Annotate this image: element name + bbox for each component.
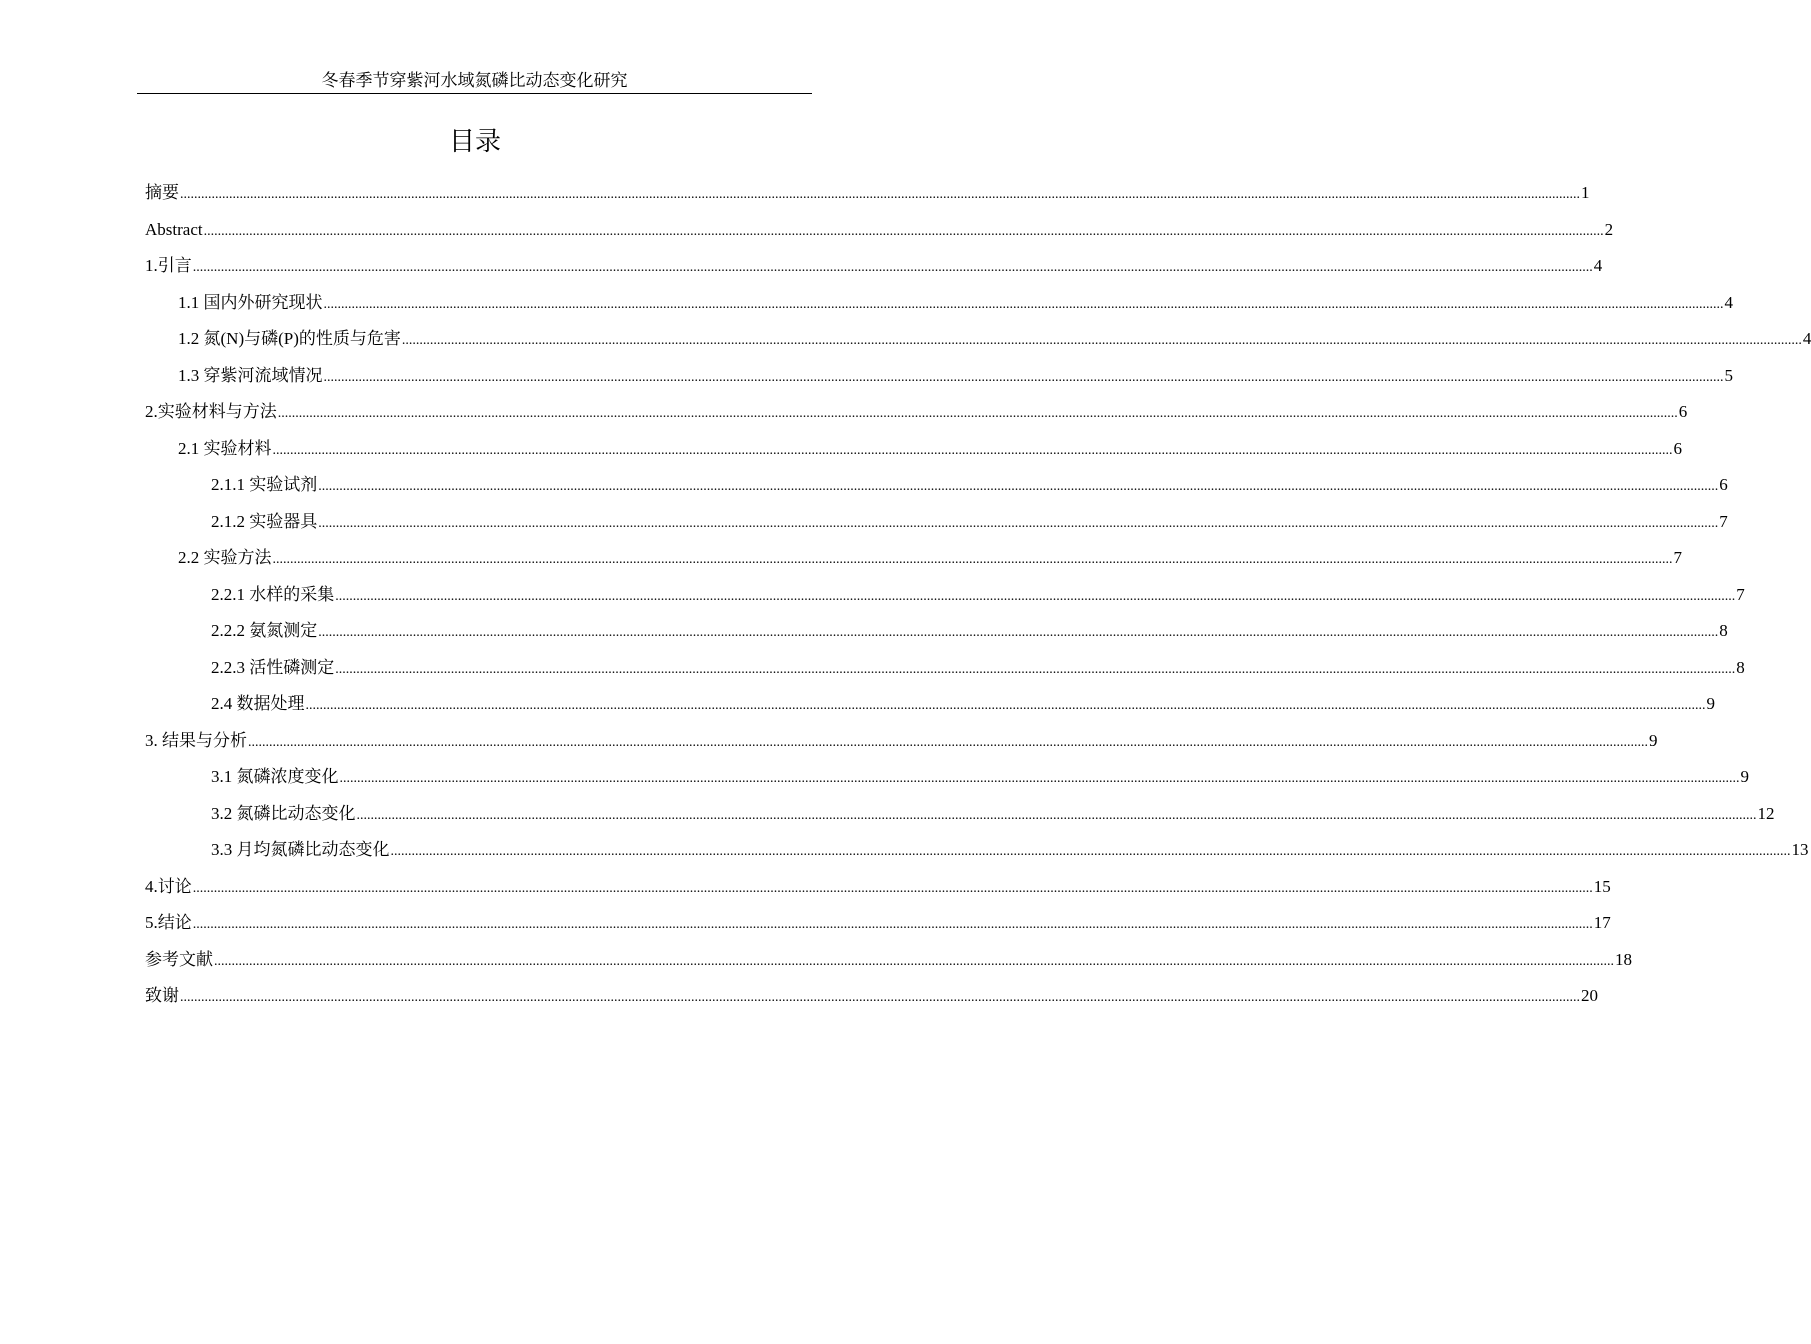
toc-entry[interactable] [145, 617, 1728, 654]
toc-entry-page-number: 1 [1581, 183, 1590, 202]
toc-entry-label: Abstract [145, 219, 203, 239]
toc-entry-page-number: 7 [1736, 584, 1745, 604]
toc-entry-label: 1.1 国内外研究现状 [178, 292, 323, 312]
toc-dot-leader: ................................................................................................................................................................................................................................................................................................................................................................................................................ [203, 223, 1604, 239]
toc-entry-label: 2.2 实验方法 [178, 548, 272, 567]
toc-entry[interactable] [145, 471, 1728, 508]
toc-dot-leader: ................................................................................................................................................................................................................................................................................................................................................................................................................ [335, 588, 1736, 604]
toc-dot-leader: ................................................................................................................................................................................................................................................................................................................................................................................................................ [305, 698, 1706, 713]
toc-dot-leader: ................................................................................................................................................................................................................................................................................................................................................................................................................ [401, 333, 1802, 348]
toc-entry-label: 2.1.1 实验试剂 [211, 475, 318, 494]
toc-entry[interactable] [145, 581, 1745, 618]
toc-entry-page-number: 4 [1724, 292, 1733, 312]
toc-entry-label: 致谢 [145, 986, 179, 1005]
toc-entry[interactable] [145, 654, 1745, 691]
toc-entry-page-number: 9 [1706, 694, 1715, 713]
running-header: 冬春季节穿紫河水域氮磷比动态变化研究 [137, 70, 812, 94]
toc-entry[interactable] [145, 982, 1598, 1019]
toc-entry-label: 2.1.2 实验器具 [211, 511, 318, 531]
toc-entry[interactable] [145, 727, 1658, 764]
toc-entry-page-number: 4 [1593, 256, 1603, 275]
toc-entry[interactable] [145, 179, 1590, 216]
toc-title: 目录 [448, 127, 501, 157]
toc-dot-leader: ................................................................................................................................................................................................................................................................................................................................................................................................................ [192, 880, 1593, 896]
toc-entry-page-number: 9 [1649, 730, 1658, 750]
toc-dot-leader: ................................................................................................................................................................................................................................................................................................................................................................................................................ [277, 406, 1678, 421]
toc-entry[interactable] [145, 544, 1682, 581]
toc-dot-leader: ................................................................................................................................................................................................................................................................................................................................................................................................................ [323, 296, 1724, 312]
toc-dot-leader: ................................................................................................................................................................................................................................................................................................................................................................................................................ [356, 807, 1757, 823]
toc-entry-label: 5.结论 [145, 913, 192, 932]
toc-entry-page-number: 6 [1673, 438, 1682, 458]
toc-entry-label: 2.1 实验材料 [178, 438, 272, 458]
toc-entry[interactable] [145, 873, 1611, 910]
toc-entry-label: 2.4 数据处理 [211, 694, 305, 713]
toc-entry-label: 1.引言 [145, 256, 192, 275]
toc-entry[interactable] [145, 946, 1632, 983]
toc-entry[interactable] [145, 325, 1811, 362]
toc-entry-label: 参考文献 [145, 949, 213, 969]
toc-entry-page-number: 2 [1604, 219, 1614, 239]
toc-entry-page-number: 8 [1736, 657, 1745, 677]
toc-entry-page-number: 20 [1581, 986, 1598, 1005]
toc-entry-page-number: 18 [1615, 949, 1632, 969]
table-of-contents [145, 179, 1811, 1019]
toc-entry-label: 4.讨论 [145, 876, 192, 896]
toc-entry[interactable] [145, 435, 1682, 472]
toc-entry[interactable] [145, 398, 1688, 435]
toc-dot-leader: ................................................................................................................................................................................................................................................................................................................................................................................................................ [390, 844, 1791, 859]
toc-entry[interactable] [145, 216, 1614, 253]
toc-entry-page-number: 15 [1593, 876, 1611, 896]
toc-entry[interactable] [145, 362, 1733, 399]
toc-entry-page-number: 12 [1757, 803, 1775, 823]
toc-dot-leader: ................................................................................................................................................................................................................................................................................................................................................................................................................ [272, 552, 1673, 567]
toc-dot-leader: ................................................................................................................................................................................................................................................................................................................................................................................................................ [335, 661, 1736, 677]
toc-entry-label: 1.3 穿紫河流域情况 [178, 365, 323, 385]
toc-dot-leader: ................................................................................................................................................................................................................................................................................................................................................................................................................ [214, 953, 1614, 969]
toc-entry-page-number: 5 [1724, 365, 1733, 385]
toc-entry[interactable] [145, 252, 1603, 289]
toc-dot-leader: ................................................................................................................................................................................................................................................................................................................................................................................................................ [192, 260, 1593, 275]
toc-entry-page-number: 13 [1791, 840, 1809, 859]
toc-dot-leader: ................................................................................................................................................................................................................................................................................................................................................................................................................ [318, 625, 1719, 640]
toc-dot-leader: ................................................................................................................................................................................................................................................................................................................................................................................................................ [272, 442, 1673, 458]
toc-entry-label: 2.2.1 水样的采集 [211, 584, 335, 604]
toc-dot-leader: ................................................................................................................................................................................................................................................................................................................................................................................................................ [180, 990, 1580, 1005]
toc-entry[interactable] [145, 800, 1775, 837]
toc-entry-page-number: 8 [1719, 621, 1728, 640]
toc-dot-leader: ................................................................................................................................................................................................................................................................................................................................................................................................................ [339, 771, 1740, 786]
toc-entry-label: 2.2.3 活性磷测定 [211, 657, 335, 677]
toc-dot-leader: ................................................................................................................................................................................................................................................................................................................................................................................................................ [318, 515, 1719, 531]
toc-entry-page-number: 6 [1719, 475, 1728, 494]
toc-dot-leader: ................................................................................................................................................................................................................................................................................................................................................................................................................ [323, 369, 1724, 385]
toc-entry[interactable] [145, 690, 1715, 727]
toc-entry-label: 3. 结果与分析 [145, 730, 247, 750]
toc-entry-label: 摘要 [145, 183, 179, 202]
toc-entry-page-number: 6 [1678, 402, 1688, 421]
toc-entry-label: 3.3 月均氮磷比动态变化 [211, 840, 390, 859]
toc-entry-label: 2.实验材料与方法 [145, 402, 277, 421]
toc-entry-page-number: 9 [1740, 767, 1749, 786]
toc-entry[interactable] [145, 763, 1749, 800]
toc-entry[interactable] [145, 909, 1611, 946]
toc-entry[interactable] [145, 836, 1809, 873]
toc-dot-leader: ................................................................................................................................................................................................................................................................................................................................................................................................................ [248, 734, 1648, 750]
toc-dot-leader: ................................................................................................................................................................................................................................................................................................................................................................................................................ [192, 917, 1593, 932]
toc-entry[interactable] [145, 289, 1733, 326]
toc-entry-page-number: 17 [1593, 913, 1611, 932]
toc-entry[interactable] [145, 508, 1728, 545]
toc-entry-label: 1.2 氮(N)与磷(P)的性质与危害 [178, 329, 401, 348]
toc-entry-label: 3.2 氮磷比动态变化 [211, 803, 356, 823]
toc-entry-page-number: 7 [1673, 548, 1682, 567]
toc-entry-page-number: 7 [1719, 511, 1728, 531]
toc-entry-label: 2.2.2 氨氮测定 [211, 621, 318, 640]
toc-dot-leader: ................................................................................................................................................................................................................................................................................................................................................................................................................ [180, 187, 1580, 202]
toc-entry-label: 3.1 氮磷浓度变化 [211, 767, 339, 786]
toc-dot-leader: ................................................................................................................................................................................................................................................................................................................................................................................................................ [318, 479, 1719, 494]
toc-entry-page-number: 4 [1802, 329, 1811, 348]
